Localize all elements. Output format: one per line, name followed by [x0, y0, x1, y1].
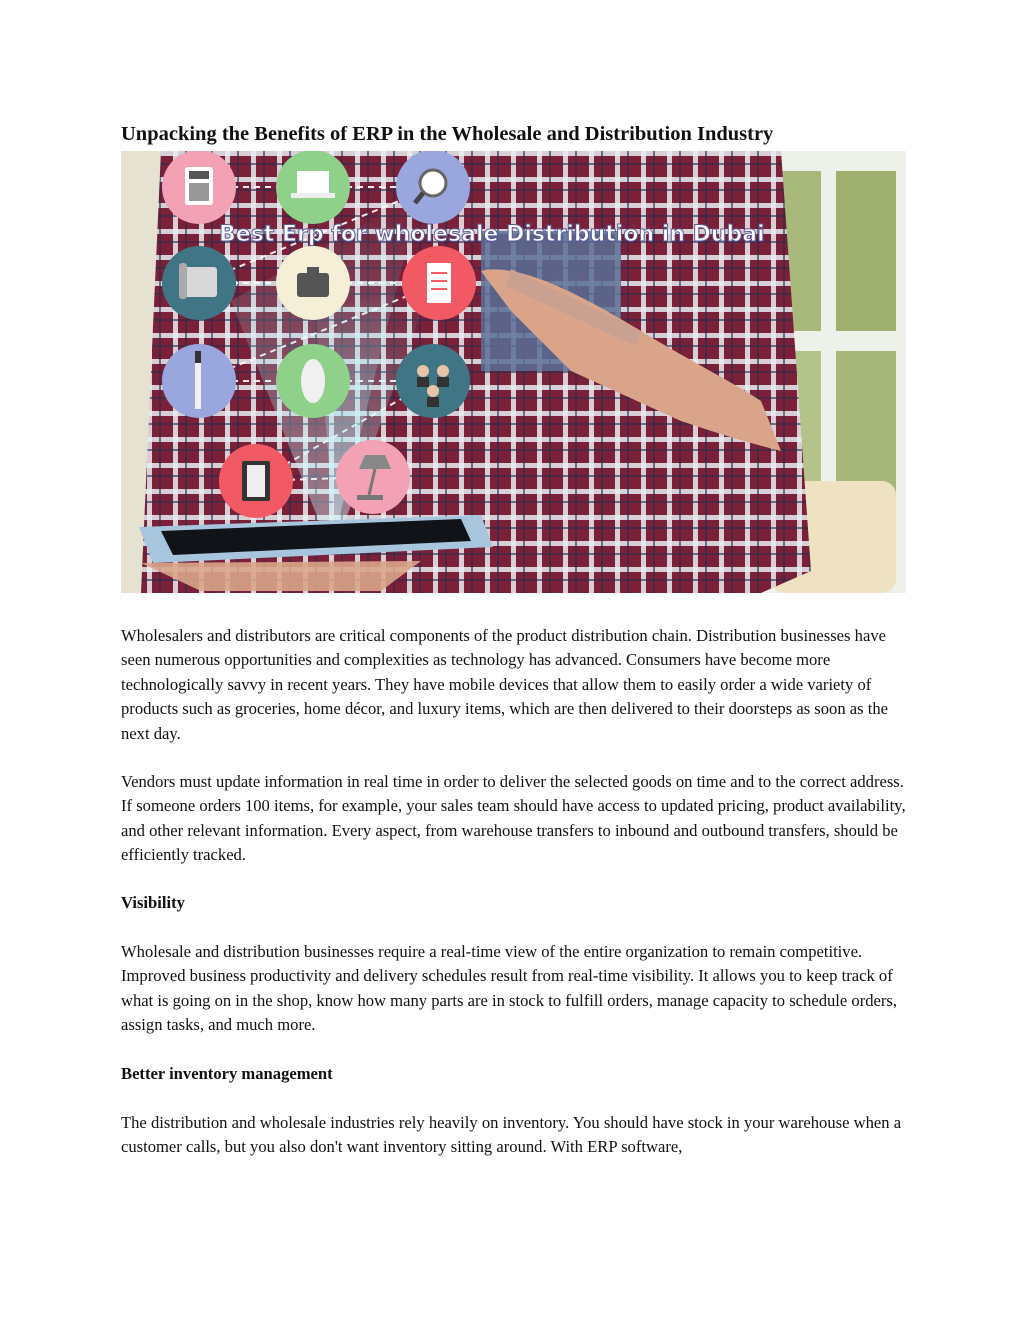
- paragraph-2: Vendors must update information in real time in order to deliver the selected goods on time and to the correct address. If someone orders 100 items, for example, your sales team should have access to updated pricing, product availability, and other relevant information. Every aspect, from warehouse transfers to inbound and outbound transfers, should be efficiently tracked.: [121, 772, 906, 865]
- pen-icon: [195, 351, 201, 409]
- notebook-icon: [242, 461, 270, 501]
- calculator-icon: [185, 167, 213, 205]
- mouse-icon: [301, 359, 325, 403]
- paragraph-3: Wholesale and distribution businesses require a real-time view of the entire organization to remain competitive. Improved business productivity and delivery schedules result from real-time visibility. It allows you to keep track of what is going on in the shop, know how many parts are in stock to fulfill orders, manage capacity to schedule orders, assign tasks, and much more.: [121, 942, 898, 1035]
- telephone-icon: [179, 263, 217, 299]
- hero-image: [121, 151, 906, 593]
- heading-inventory-management: Better inventory management: [121, 1064, 333, 1083]
- laptop-icon: [291, 171, 335, 198]
- notepad-icon: [427, 263, 451, 303]
- paragraph-1: Wholesalers and distributors are critical components of the product distribution chain. Distribution businesses have seen numerous opportunities and complexities as technology has advanced. Consumers have become more technologically savvy in recent years. They have mobile devices that allow them to easily order a wide variety of products such as groceries, home décor, and luxury items, which are then delivered to their doorsteps as soon as the next day.: [121, 626, 889, 743]
- document-title: Unpacking the Benefits of ERP in the Wholesale and Distribution Industry: [121, 123, 774, 145]
- heading-visibility: Visibility: [121, 893, 185, 912]
- hero-overlay-text: Best Erp for wholesale Distribution in Dubai: [219, 222, 765, 247]
- paragraph-4: The distribution and wholesale industries rely heavily on inventory. You should have stock in your warehouse when a customer calls, but you also don't want inventory sitting around. With ERP software,: [121, 1113, 902, 1157]
